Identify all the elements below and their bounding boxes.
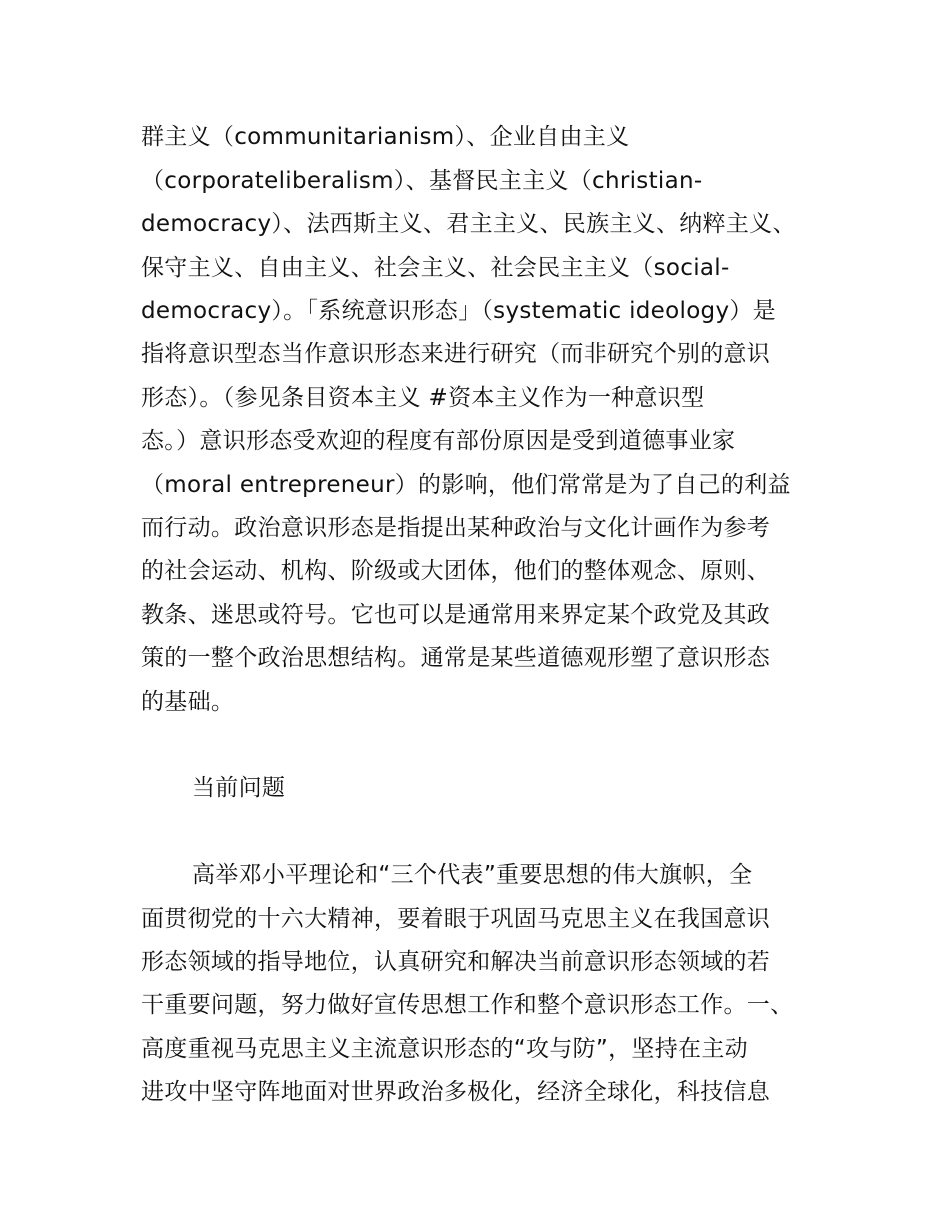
paragraph-1-line: 而行动。政治意识形态是指提出某种政治与文化计画作为参考 (141, 515, 771, 541)
paragraph-2-line: 高度重视马克思主义主流意识形态的“攻与防”，坚持在主动 (141, 1036, 748, 1062)
paragraph-1-line: （moral entrepreneur）的影响，他们常常是为了自己的利益 (141, 472, 791, 498)
paragraph-2-line: 进攻中坚守阵地面对世界政治多极化，经济全球化，科技信息 (141, 1079, 771, 1105)
paragraph-1-line: 指将意识型态当作意识形态来进行研究（而非研究个别的意识 (141, 341, 771, 367)
paragraph-1-line: （corporateliberalism）、基督民主主义（christian- (141, 168, 703, 194)
paragraph-2-line: 面贯彻党的十六大精神，要着眼于巩固马克思主义在我国意识 (141, 906, 771, 932)
paragraph-1-line: 的社会运动、机构、阶级或大团体，他们的整体观念、原则、 (141, 558, 771, 584)
paragraph-2-line: 形态领域的指导地位，认真研究和解决当前意识形态领域的若 (141, 949, 771, 975)
paragraph-2-line: 高举邓小平理论和“三个代表”重要思想的伟大旗帜，全 (192, 862, 753, 888)
paragraph-1-line: 形态）。（参见条目资本主义 #资本主义作为一种意识型 (141, 385, 705, 411)
paragraph-2-line: 干重要问题，努力做好宣传思想工作和整个意识形态工作。一、 (141, 992, 794, 1018)
paragraph-1-line: 群主义（communitarianism）、企业自由主义 (141, 124, 630, 150)
section-heading: 当前问题 (192, 775, 286, 801)
paragraph-1-line: 态。）意识形态受欢迎的程度有部份原因是受到道德事业家 (141, 428, 736, 454)
paragraph-1-line: democracy）、法西斯主义、君主主义、民族主义、纳粹主义、 (141, 211, 796, 237)
paragraph-1-line: 教条、迷思或符号。它也可以是通常用来界定某个政党及其政 (141, 602, 771, 628)
paragraph-1-line: 策的一整个政治思想结构。通常是某些道德观形塑了意识形态 (141, 645, 771, 671)
paragraph-1-line: 的基础。 (141, 689, 235, 715)
paragraph-1-line: 保守主义、自由主义、社会主义、社会民主主义（social- (141, 255, 730, 281)
paragraph-1-line: democracy）。「系统意识形态」（systematic ideology）是 (141, 298, 776, 324)
